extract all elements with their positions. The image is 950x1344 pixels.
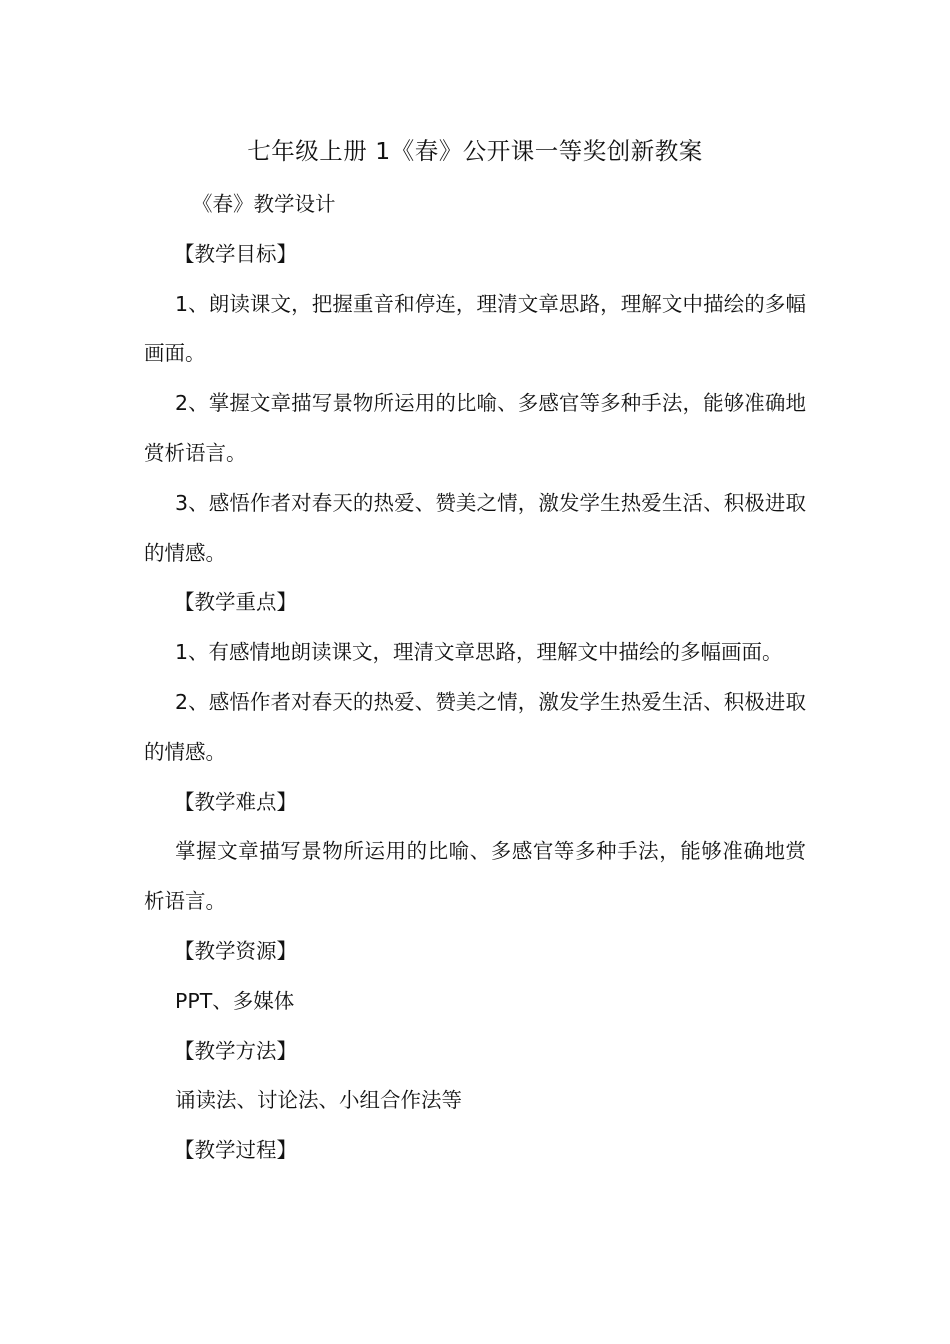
difficulties-heading: 【教学难点】 [174, 789, 297, 814]
goals-item-2: 2、掌握文章描写景物所运用的比喻、多感官等多种手法，能够准确地赏析语言。 [144, 391, 806, 465]
document-body [144, 180, 806, 1176]
key-points-heading: 【教学重点】 [174, 590, 297, 615]
methods-text: 诵读法、讨论法、小组合作法等 [175, 1088, 462, 1113]
methods-heading: 【教学方法】 [174, 1038, 297, 1063]
resources-text: PPT、多媒体 [175, 988, 295, 1013]
goals-heading: 【教学目标】 [174, 241, 297, 266]
key-points-item-1: 1、有感情地朗读课文，理清文章思路，理解文中描绘的多幅画面。 [175, 640, 783, 665]
document-subtitle: 《春》教学设计 [192, 192, 336, 216]
key-points-item-2: 2、感悟作者对春天的热爱、赞美之情，激发学生热爱生活、积极进取的情感。 [144, 689, 806, 764]
difficulties-text: 掌握文章描写景物所运用的比喻、多感官等多种手法，能够准确地赏析语言。 [144, 839, 806, 914]
process-heading: 【教学过程】 [174, 1138, 297, 1163]
document-title: 七年级上册 1《春》公开课一等奖创新教案 [247, 137, 703, 165]
goals-item-3: 3、感悟作者对春天的热爱、赞美之情，激发学生热爱生活、积极进取的情感。 [144, 490, 806, 565]
resources-heading: 【教学资源】 [174, 938, 297, 963]
goals-item-1: 1、朗读课文，把握重音和停连，理清文章思路，理解文中描绘的多幅画面。 [144, 291, 806, 366]
